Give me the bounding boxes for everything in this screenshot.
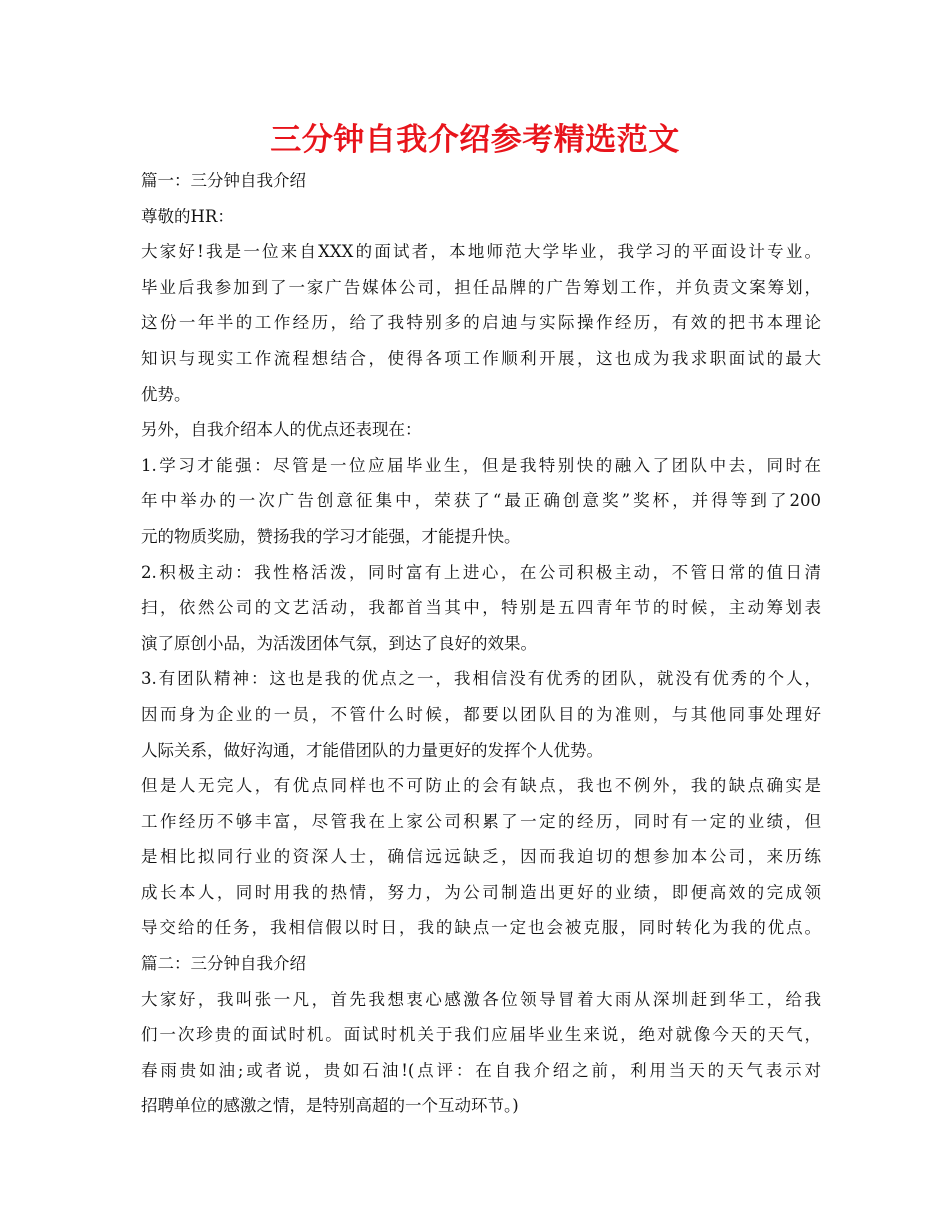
document-title: 三分钟自我介绍参考精选范文 — [270, 122, 680, 158]
body-line: 1.学习才能强：尽管是一位应届毕业生，但是我特别快的融入了团队中去，同时在 — [141, 455, 821, 475]
body-line: 3.有团队精神：这也是我的优点之一，我相信没有优秀的团队，就没有优秀的个人， — [141, 669, 821, 689]
body-line: 知识与现实工作流程想结合，使得各项工作顺利开展，这也成为我求职面试的最大 — [141, 348, 821, 368]
document-body — [141, 163, 821, 1124]
body-line: 是相比拟同行业的资深人士，确信远远缺乏，因而我迫切的想参加本公司，来历练 — [141, 847, 821, 867]
body-line: 优势。 — [141, 384, 191, 404]
body-line: 春雨贵如油;或者说，贵如石油!(点评：在自我介绍之前，利用当天的天气表示对 — [141, 1060, 821, 1080]
body-line: 篇一：三分钟自我介绍 — [141, 171, 306, 190]
body-line: 毕业后我参加到了一家广告媒体公司，担任品牌的广告筹划工作，并负责文案筹划， — [141, 277, 821, 297]
body-line: 但是人无完人，有优点同样也不可防止的会有缺点，我也不例外，我的缺点确实是 — [141, 776, 821, 796]
body-line: 导交给的任务，我相信假以时日，我的缺点一定也会被克服，同时转化为我的优点。 — [141, 918, 821, 938]
body-line: 元的物质奖励，赞扬我的学习才能强，才能提升快。 — [141, 526, 521, 546]
body-line: 演了原创小品，为活泼团体气氛，到达了良好的效果。 — [141, 633, 537, 653]
body-line: 们一次珍贵的面试时机。面试时机关于我们应届毕业生来说，绝对就像今天的天气， — [141, 1025, 821, 1045]
body-line: 尊敬的HR： — [141, 206, 234, 226]
body-line: 扫，依然公司的文艺活动，我都首当其中，特别是五四青年节的时候，主动筹划表 — [141, 598, 821, 618]
body-line: 大家好，我叫张一凡，首先我想衷心感激各位领导冒着大雨从深圳赶到华工，给我 — [141, 989, 821, 1009]
body-line: 成长本人，同时用我的热情，努力，为公司制造出更好的业绩，即便高效的完成领 — [141, 882, 821, 902]
body-line: 人际关系，做好沟通，才能借团队的力量更好的发挥个人优势。 — [141, 740, 603, 760]
body-line: 篇二：三分钟自我介绍 — [141, 954, 306, 974]
body-line: 另外，自我介绍本人的优点还表现在： — [141, 420, 422, 440]
body-line: 大家好!我是一位来自XXX的面试者，本地师范大学毕业，我学习的平面设计专业。 — [141, 242, 821, 262]
body-line: 年中举办的一次广告创意征集中，荣获了“最正确创意奖”奖杯，并得等到了200 — [141, 491, 821, 511]
body-line: 招聘单位的感激之情，是特别高超的一个互动环节。) — [141, 1096, 519, 1116]
body-line: 这份一年半的工作经历，给了我特别多的启迪与实际操作经历，有效的把书本理论 — [141, 313, 821, 333]
body-line: 工作经历不够丰富，尽管我在上家公司积累了一定的经历，同时有一定的业绩，但 — [141, 811, 821, 831]
body-line: 2.积极主动：我性格活泼，同时富有上进心，在公司积极主动，不管日常的值日清 — [141, 562, 821, 582]
body-line: 因而身为企业的一员，不管什么时候，都要以团队目的为准则，与其他同事处理好 — [141, 704, 821, 724]
